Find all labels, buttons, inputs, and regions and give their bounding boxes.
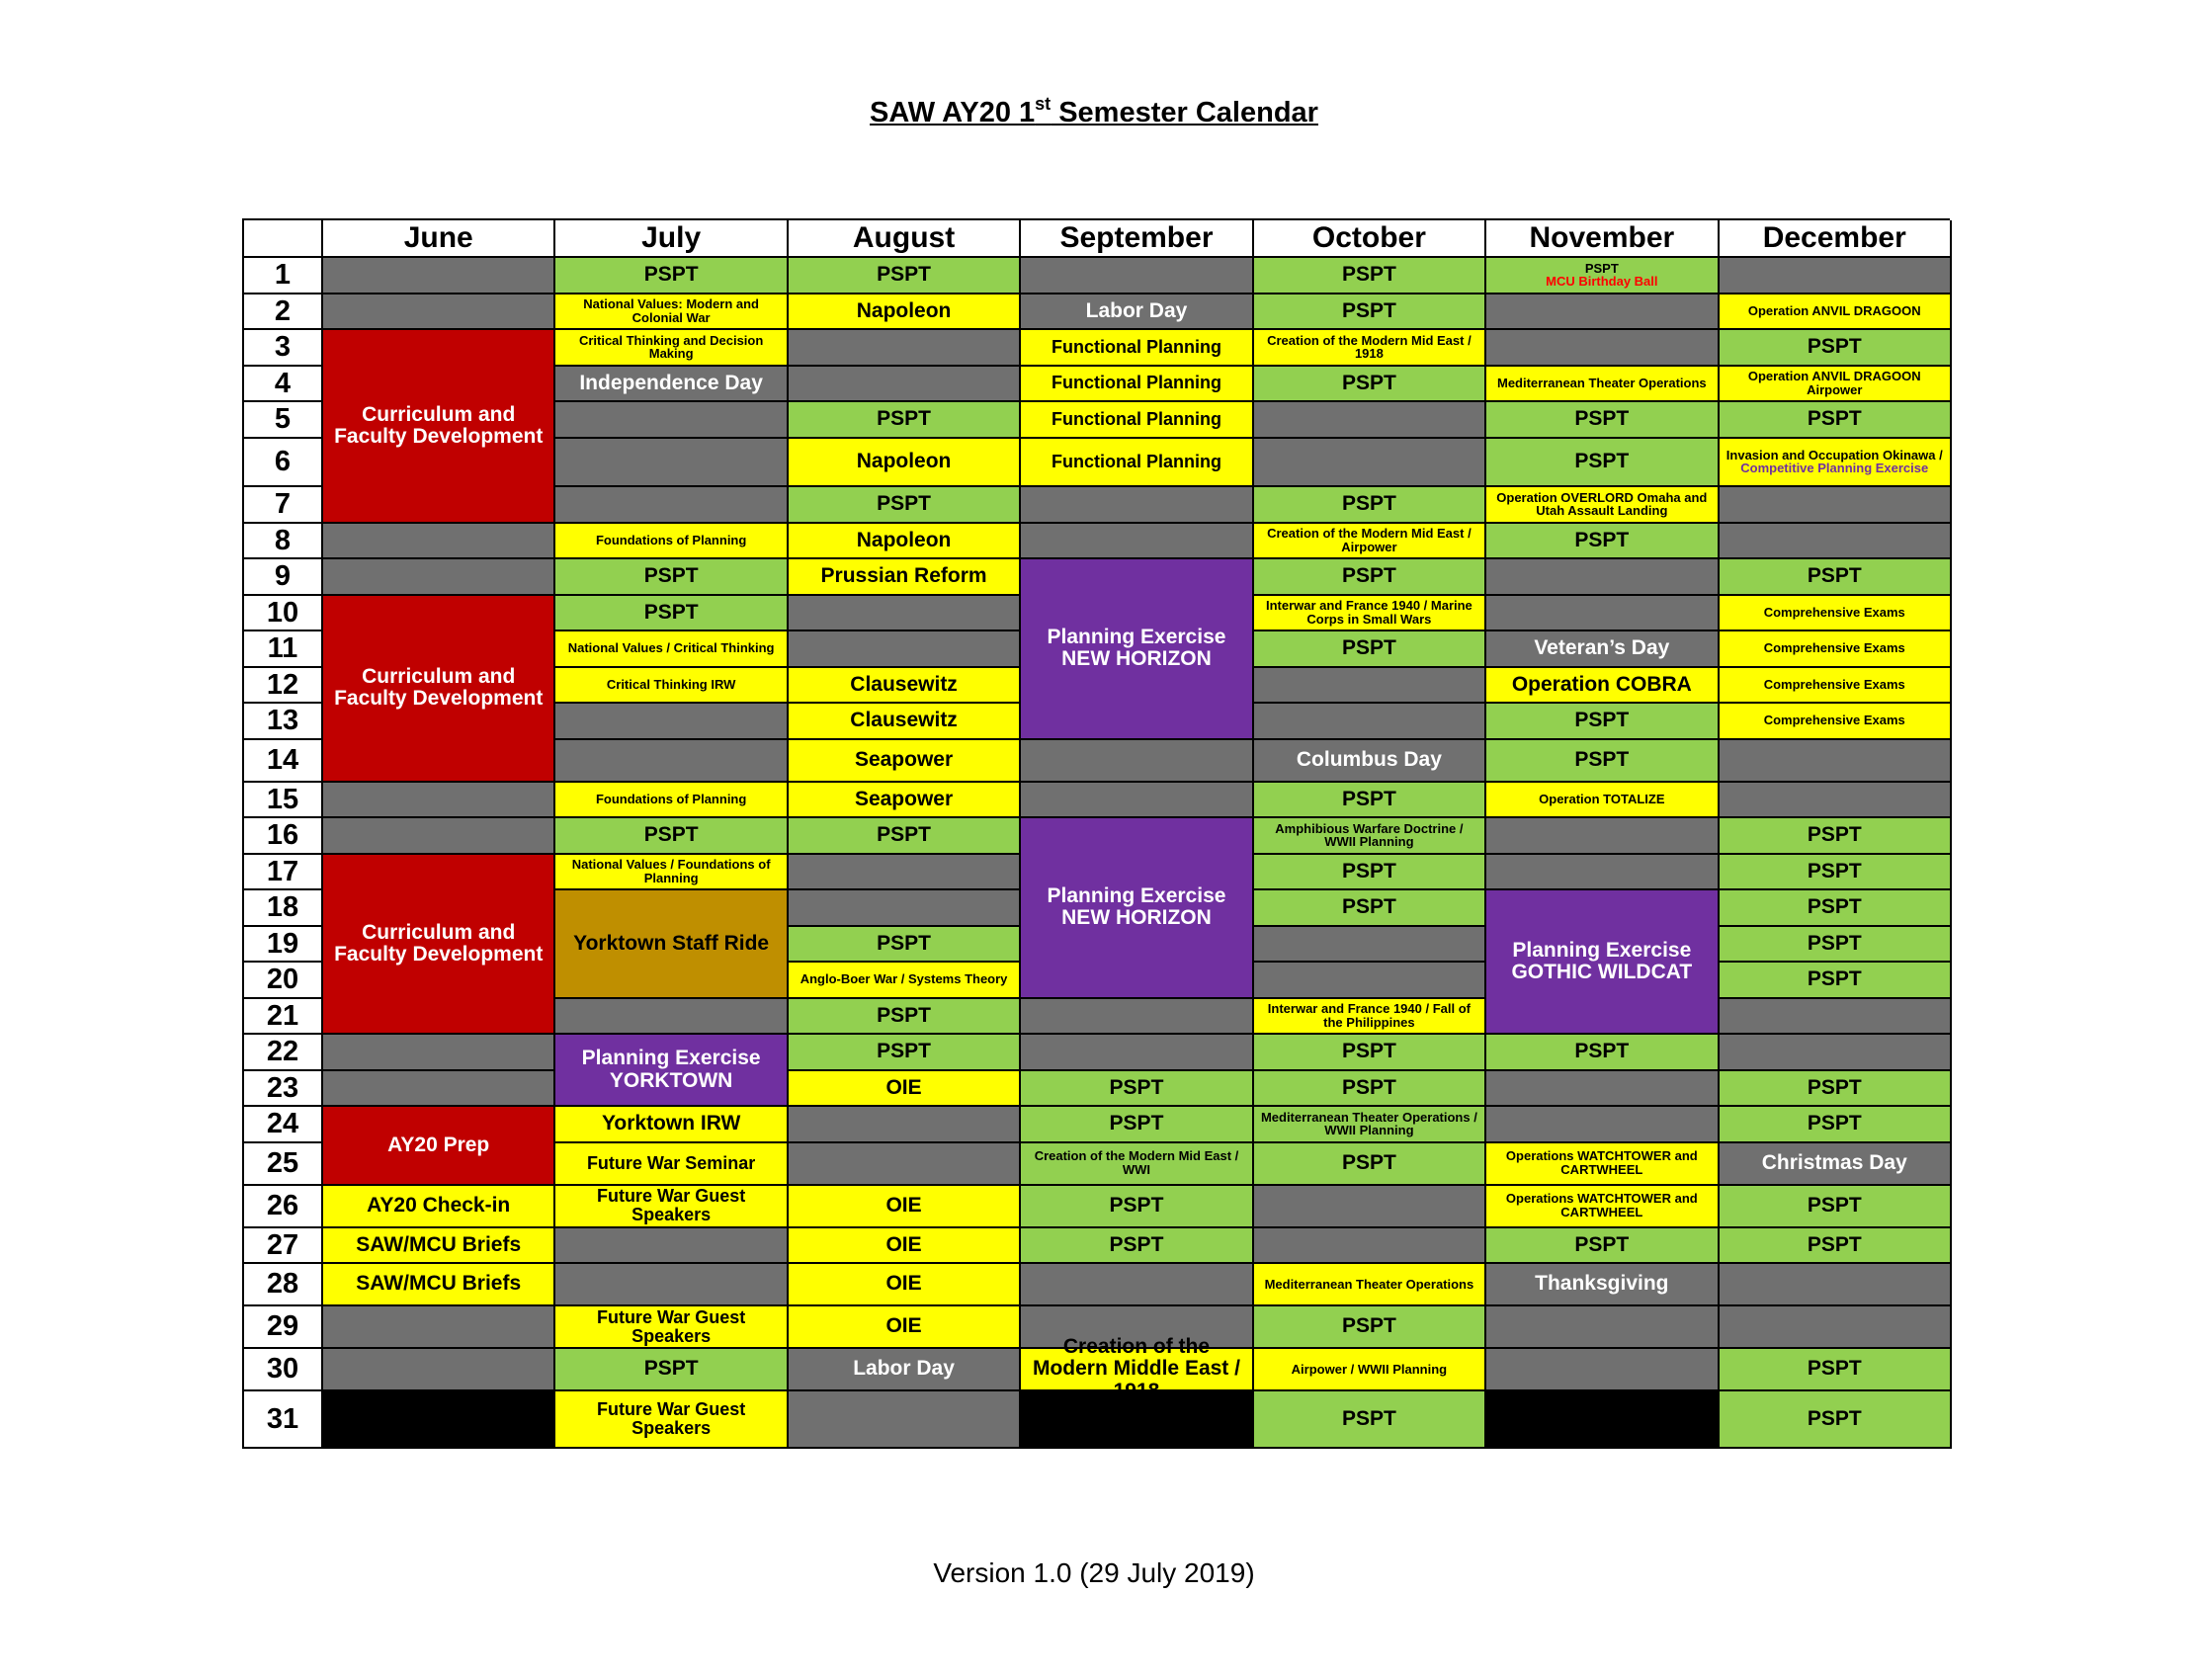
empty-day-cell-august: [789, 1107, 1021, 1143]
event-cell-december: [1720, 439, 1952, 488]
day-number: 15: [244, 783, 323, 819]
empty-day-cell-september: [1021, 258, 1253, 294]
event-cell-august: PSPT: [789, 1035, 1021, 1071]
empty-day-cell-november: [1486, 818, 1719, 855]
event-cell-october: PSPT: [1254, 559, 1486, 596]
event-cell-november: Operations WATCHTOWER and CARTWHEEL: [1486, 1143, 1719, 1186]
page-title: [0, 94, 2188, 129]
event-cell-november: Operation OVERLORD Omaha and Utah Assault Landing: [1486, 487, 1719, 524]
day-number: 3: [244, 330, 323, 367]
event-cell-november: Operation TOTALIZE: [1486, 783, 1719, 819]
day-number: 11: [244, 631, 323, 668]
month-header-september: September: [1021, 220, 1253, 258]
empty-day-cell-december: [1720, 999, 1952, 1036]
empty-day-cell-december: [1720, 1035, 1952, 1071]
empty-day-cell-december: [1720, 1264, 1952, 1306]
empty-day-cell-june: [323, 524, 555, 560]
event-cell-june: AY20 Check-in: [323, 1186, 555, 1228]
event-label: PSPT: [1584, 260, 1619, 276]
event-cell-october: PSPT: [1254, 890, 1486, 927]
day-number: 28: [244, 1264, 323, 1306]
day-number: 25: [244, 1143, 323, 1186]
empty-day-cell-june: [323, 258, 555, 294]
event-cell-august: PSPT: [789, 402, 1021, 439]
empty-day-cell-july: [555, 1228, 788, 1265]
event-cell-november: Operations WATCHTOWER and CARTWHEEL: [1486, 1186, 1719, 1228]
empty-day-cell-july: [555, 402, 788, 439]
event-cell-august: Napoleon: [789, 524, 1021, 560]
empty-day-cell-june: [323, 1035, 555, 1071]
event-cell-november: PSPT: [1486, 1035, 1719, 1071]
day-number: 24: [244, 1107, 323, 1143]
event-cell-august: Napoleon: [789, 294, 1021, 331]
event-cell-september: PSPT: [1021, 1186, 1253, 1228]
event-cell-november: Mediterranean Theater Operations: [1486, 367, 1719, 403]
event-cell-november: PSPT: [1486, 1228, 1719, 1265]
event-text: [1546, 262, 1657, 289]
event-cell-july: Future War Guest Speakers: [555, 1306, 788, 1349]
empty-day-cell-july: [555, 999, 788, 1036]
event-cell-july: Foundations of Planning: [555, 524, 788, 560]
event-cell-august: OIE: [789, 1186, 1021, 1228]
event-cell-september: Functional Planning: [1021, 330, 1253, 367]
day-number: 5: [244, 402, 323, 439]
empty-day-cell-december: [1720, 1306, 1952, 1349]
event-cell-october: Columbus Day: [1254, 740, 1486, 783]
event-cell-july: National Values / Critical Thinking: [555, 631, 788, 668]
day-number: 17: [244, 855, 323, 891]
empty-day-cell-june: [323, 1391, 555, 1449]
event-cell-october: Mediterranean Theater Operations: [1254, 1264, 1486, 1306]
empty-day-cell-august: [789, 367, 1021, 403]
event-cell-october: PSPT: [1254, 487, 1486, 524]
event-cell-july: Future War Guest Speakers: [555, 1186, 788, 1228]
event-cell-july: Planning Exercise YORKTOWN: [555, 1035, 788, 1107]
event-cell-september: Planning Exercise NEW HORIZON: [1021, 818, 1253, 999]
empty-day-cell-august: [789, 596, 1021, 632]
event-cell-november: Planning Exercise GOTHIC WILDCAT: [1486, 890, 1719, 1035]
event-cell-october: Interwar and France 1940 / Marine Corps in Small Wars: [1254, 596, 1486, 632]
event-cell-august: Seapower: [789, 740, 1021, 783]
title-main: SAW AY20 1: [870, 97, 1036, 128]
event-cell-september: PSPT: [1021, 1228, 1253, 1265]
event-cell-october: PSPT: [1254, 855, 1486, 891]
event-cell-december: PSPT: [1720, 927, 1952, 964]
event-cell-december: PSPT: [1720, 559, 1952, 596]
event-cell-july: Yorktown IRW: [555, 1107, 788, 1143]
event-cell-october: PSPT: [1254, 367, 1486, 403]
event-cell-august: OIE: [789, 1306, 1021, 1349]
title-superscript: st: [1035, 94, 1052, 114]
day-number: 12: [244, 668, 323, 705]
event-cell-june: AY20 Prep: [323, 1107, 555, 1186]
event-label: Invasion and Occupation Okinawa /: [1725, 447, 1943, 462]
event-cell-august: Seapower: [789, 783, 1021, 819]
day-number: 18: [244, 890, 323, 927]
event-cell-october: Amphibious Warfare Doctrine / WWII Planning: [1254, 818, 1486, 855]
event-cell-december: PSPT: [1720, 855, 1952, 891]
event-cell-july: Yorktown Staff Ride: [555, 890, 788, 999]
day-number: 4: [244, 367, 323, 403]
day-number: 29: [244, 1306, 323, 1349]
event-cell-december: Comprehensive Exams: [1720, 704, 1952, 740]
empty-day-cell-november: [1486, 596, 1719, 632]
event-cell-december: Operation ANVIL DRAGOON Airpower: [1720, 367, 1952, 403]
day-number: 6: [244, 439, 323, 488]
event-cell-july: Foundations of Planning: [555, 783, 788, 819]
event-cell-october: Airpower / WWII Planning: [1254, 1349, 1486, 1391]
event-cell-july: Future War Seminar: [555, 1143, 788, 1186]
event-cell-july: National Values: Modern and Colonial War: [555, 294, 788, 331]
event-cell-june: Curriculum and Faculty Development: [323, 596, 555, 783]
event-text: [1724, 449, 1946, 475]
day-number: 1: [244, 258, 323, 294]
empty-day-cell-august: [789, 855, 1021, 891]
empty-day-cell-june: [323, 559, 555, 596]
event-cell-august: Labor Day: [789, 1349, 1021, 1391]
empty-day-cell-december: [1720, 487, 1952, 524]
event-cell-december: PSPT: [1720, 1186, 1952, 1228]
event-cell-october: PSPT: [1254, 1391, 1486, 1449]
event-cell-july: PSPT: [555, 1349, 788, 1391]
empty-day-cell-december: [1720, 258, 1952, 294]
empty-day-cell-october: [1254, 1186, 1486, 1228]
event-cell-july: Independence Day: [555, 367, 788, 403]
event-cell-december: Comprehensive Exams: [1720, 631, 1952, 668]
empty-day-cell-july: [555, 704, 788, 740]
event-cell-september: Functional Planning: [1021, 367, 1253, 403]
empty-day-cell-june: [323, 1071, 555, 1108]
day-number: 16: [244, 818, 323, 855]
corner-cell: [244, 220, 323, 258]
empty-day-cell-november: [1486, 1107, 1719, 1143]
event-cell-december: Operation ANVIL DRAGOON: [1720, 294, 1952, 331]
event-cell-october: Mediterranean Theater Operations / WWII Planning: [1254, 1107, 1486, 1143]
version-footer: Version 1.0 (29 July 2019): [933, 1557, 1255, 1588]
event-cell-august: PSPT: [789, 818, 1021, 855]
day-number: 21: [244, 999, 323, 1036]
event-cell-july: PSPT: [555, 596, 788, 632]
event-cell-august: Napoleon: [789, 439, 1021, 488]
empty-day-cell-november: [1486, 559, 1719, 596]
event-cell-november: [1486, 258, 1719, 294]
empty-day-cell-october: [1254, 927, 1486, 964]
empty-day-cell-august: [789, 631, 1021, 668]
event-cell-august: OIE: [789, 1228, 1021, 1265]
event-cell-september: Labor Day: [1021, 294, 1253, 331]
empty-day-cell-october: [1254, 963, 1486, 999]
empty-day-cell-june: [323, 1349, 555, 1391]
event-cell-november: PSPT: [1486, 402, 1719, 439]
empty-day-cell-september: [1021, 999, 1253, 1036]
day-number: 8: [244, 524, 323, 560]
event-cell-june: Curriculum and Faculty Development: [323, 330, 555, 524]
event-cell-december: PSPT: [1720, 1228, 1952, 1265]
event-cell-july: Critical Thinking IRW: [555, 668, 788, 705]
empty-day-cell-june: [323, 1306, 555, 1349]
day-number: 10: [244, 596, 323, 632]
empty-day-cell-july: [555, 439, 788, 488]
event-cell-december: PSPT: [1720, 890, 1952, 927]
event-cell-december: Comprehensive Exams: [1720, 596, 1952, 632]
empty-day-cell-november: [1486, 1349, 1719, 1391]
event-cell-december: PSPT: [1720, 818, 1952, 855]
event-cell-december: PSPT: [1720, 963, 1952, 999]
event-cell-november: Veteran’s Day: [1486, 631, 1719, 668]
empty-day-cell-november: [1486, 1071, 1719, 1108]
event-cell-october: PSPT: [1254, 258, 1486, 294]
empty-day-cell-august: [789, 1143, 1021, 1186]
empty-day-cell-september: [1021, 740, 1253, 783]
day-number: 26: [244, 1186, 323, 1228]
empty-day-cell-august: [789, 890, 1021, 927]
event-cell-august: Clausewitz: [789, 704, 1021, 740]
day-number: 13: [244, 704, 323, 740]
day-number: 2: [244, 294, 323, 331]
event-cell-july: PSPT: [555, 559, 788, 596]
day-number: 7: [244, 487, 323, 524]
semester-calendar-grid: [242, 218, 1950, 1449]
event-cell-november: PSPT: [1486, 740, 1719, 783]
event-cell-july: National Values / Foundations of Planning: [555, 855, 788, 891]
event-cell-november: Operation COBRA: [1486, 668, 1719, 705]
event-cell-august: OIE: [789, 1264, 1021, 1306]
event-cell-november: PSPT: [1486, 524, 1719, 560]
event-cell-september: Modern Middle East /: [1021, 1349, 1253, 1391]
day-number: 27: [244, 1228, 323, 1265]
empty-day-cell-november: [1486, 1391, 1719, 1449]
event-cell-august: Anglo-Boer War / Systems Theory: [789, 963, 1021, 999]
empty-day-cell-june: [323, 294, 555, 331]
event-cell-october: PSPT: [1254, 631, 1486, 668]
event-cell-june: SAW/MCU Briefs: [323, 1264, 555, 1306]
month-header-august: August: [789, 220, 1021, 258]
event-cell-september: Creation of the Modern Mid East / WWI: [1021, 1143, 1253, 1186]
event-cell-july: PSPT: [555, 258, 788, 294]
day-number: 9: [244, 559, 323, 596]
event-cell-october: Interwar and France 1940 / Fall of the Philippines: [1254, 999, 1486, 1036]
empty-day-cell-september: [1021, 1035, 1253, 1071]
empty-day-cell-november: [1486, 855, 1719, 891]
event-cell-december: Christmas Day: [1720, 1143, 1952, 1186]
event-cell-december: PSPT: [1720, 1349, 1952, 1391]
event-cell-october: Creation of the Modern Mid East / Airpower: [1254, 524, 1486, 560]
event-cell-september: PSPT: [1021, 1107, 1253, 1143]
empty-day-cell-august: [789, 330, 1021, 367]
day-number: 30: [244, 1349, 323, 1391]
day-number: 23: [244, 1071, 323, 1108]
event-cell-october: Creation of the Modern Mid East / 1918: [1254, 330, 1486, 367]
event-cell-july: Future War Guest Speakers: [555, 1391, 788, 1449]
event-cell-november: PSPT: [1486, 439, 1719, 488]
title-rest: Semester Calendar: [1051, 97, 1318, 128]
empty-day-cell-september: [1021, 487, 1253, 524]
empty-day-cell-july: [555, 487, 788, 524]
event-cell-december: Comprehensive Exams: [1720, 668, 1952, 705]
event-cell-november: Thanksgiving: [1486, 1264, 1719, 1306]
empty-day-cell-june: [323, 818, 555, 855]
event-cell-august: Clausewitz: [789, 668, 1021, 705]
day-number: 14: [244, 740, 323, 783]
empty-day-cell-october: [1254, 1228, 1486, 1265]
event-cell-september: Functional Planning: [1021, 439, 1253, 488]
event-note: MCU Birthday Ball: [1546, 274, 1658, 290]
event-cell-july: Critical Thinking and Decision Making: [555, 330, 788, 367]
event-cell-july: PSPT: [555, 818, 788, 855]
empty-day-cell-september: [1021, 524, 1253, 560]
event-cell-december: PSPT: [1720, 1071, 1952, 1108]
event-cell-august: PSPT: [789, 999, 1021, 1036]
event-cell-october: PSPT: [1254, 1143, 1486, 1186]
month-header-july: July: [555, 220, 788, 258]
empty-day-cell-august: [789, 1391, 1021, 1449]
event-cell-august: PSPT: [789, 487, 1021, 524]
event-cell-december: PSPT: [1720, 402, 1952, 439]
empty-day-cell-october: [1254, 668, 1486, 705]
event-note: Competitive Planning Exercise: [1740, 461, 1929, 476]
event-cell-october: PSPT: [1254, 1035, 1486, 1071]
empty-day-cell-november: [1486, 330, 1719, 367]
empty-day-cell-july: [555, 1264, 788, 1306]
empty-day-cell-september: [1021, 1264, 1253, 1306]
empty-day-cell-september: [1021, 1391, 1253, 1449]
month-header-june: June: [323, 220, 555, 258]
empty-day-cell-december: [1720, 740, 1952, 783]
empty-day-cell-november: [1486, 294, 1719, 331]
month-header-november: November: [1486, 220, 1719, 258]
event-cell-november: PSPT: [1486, 704, 1719, 740]
day-number: 22: [244, 1035, 323, 1071]
event-cell-october: PSPT: [1254, 294, 1486, 331]
month-header-october: October: [1254, 220, 1486, 258]
empty-day-cell-december: [1720, 524, 1952, 560]
empty-day-cell-october: [1254, 402, 1486, 439]
event-cell-august: PSPT: [789, 258, 1021, 294]
event-cell-december: PSPT: [1720, 330, 1952, 367]
event-cell-august: Prussian Reform: [789, 559, 1021, 596]
event-cell-june: SAW/MCU Briefs: [323, 1228, 555, 1265]
empty-day-cell-june: [323, 783, 555, 819]
day-number: 20: [244, 963, 323, 999]
event-cell-august: OIE: [789, 1071, 1021, 1108]
day-number: 19: [244, 927, 323, 964]
month-header-december: December: [1720, 220, 1952, 258]
empty-day-cell-december: [1720, 783, 1952, 819]
empty-day-cell-october: [1254, 704, 1486, 740]
event-cell-december: PSPT: [1720, 1107, 1952, 1143]
event-cell-september: Planning Exercise NEW HORIZON: [1021, 559, 1253, 740]
event-cell-june: Curriculum and Faculty Development: [323, 855, 555, 1036]
event-cell-october: PSPT: [1254, 1071, 1486, 1108]
event-cell-september: PSPT: [1021, 1071, 1253, 1108]
empty-day-cell-november: [1486, 1306, 1719, 1349]
event-cell-october: PSPT: [1254, 1306, 1486, 1349]
day-number: 31: [244, 1391, 323, 1449]
empty-day-cell-october: [1254, 439, 1486, 488]
empty-day-cell-september: [1021, 783, 1253, 819]
event-cell-september: Functional Planning: [1021, 402, 1253, 439]
event-cell-october: PSPT: [1254, 783, 1486, 819]
event-cell-december: PSPT: [1720, 1391, 1952, 1449]
event-cell-august: PSPT: [789, 927, 1021, 964]
empty-day-cell-july: [555, 740, 788, 783]
